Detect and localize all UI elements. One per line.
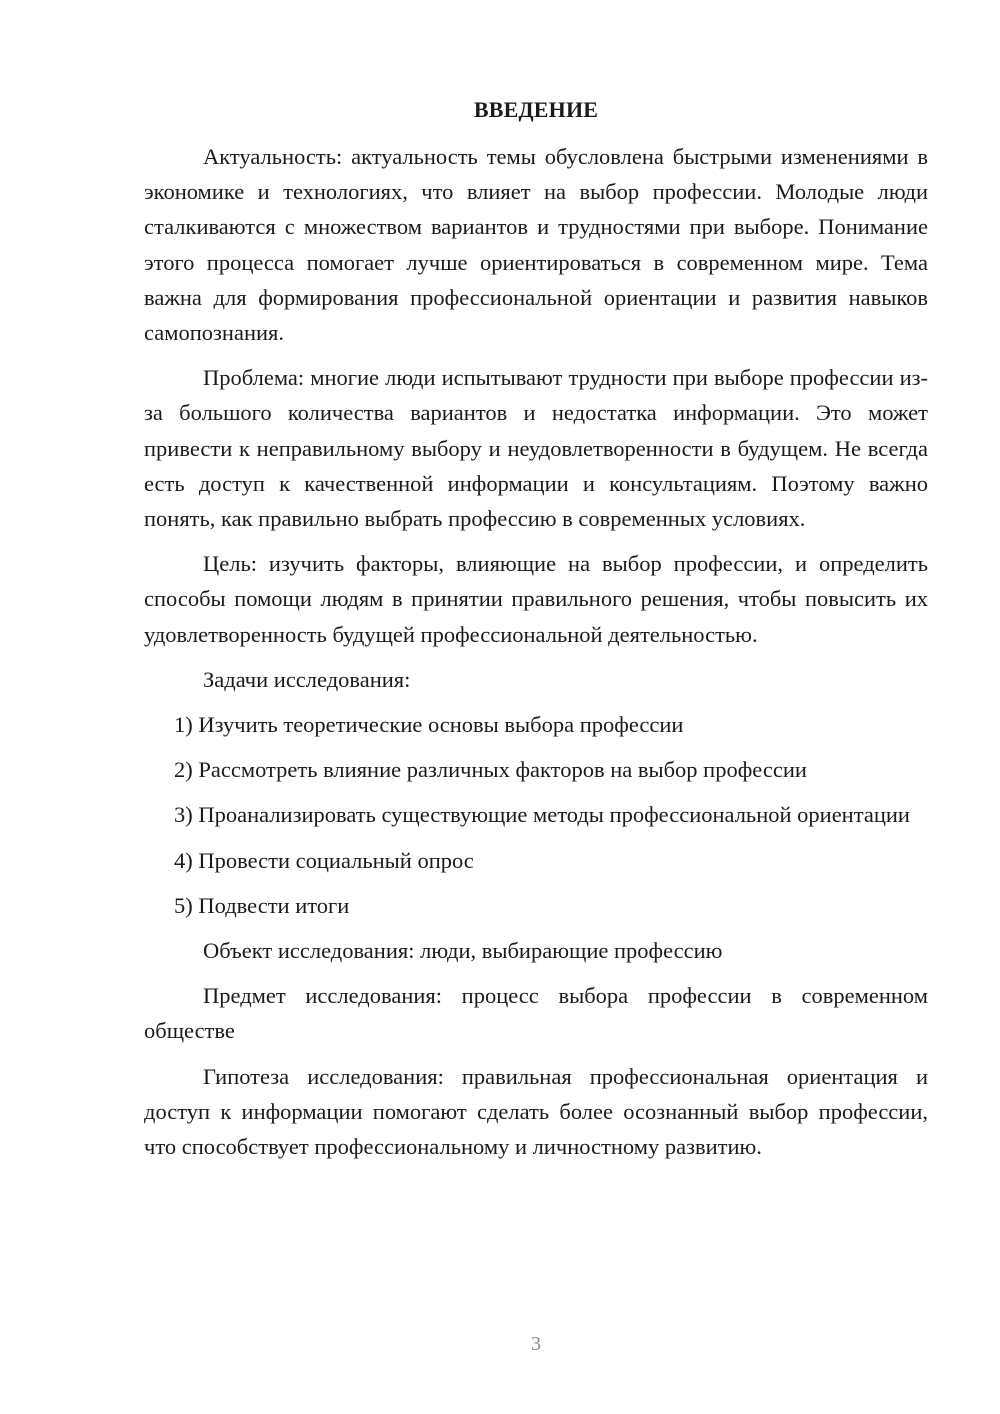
task-item-5: 5) Подвести итоги bbox=[174, 892, 350, 918]
goal-paragraph: Цель: изучить факторы, влияющие на выбор профессии, и определить способы помощи людям в принятии правильного решения, чтобы повысить их удовлетворенность будущей профессиональной деятельностью. bbox=[144, 551, 928, 647]
task-item-4: 4) Провести социальный опрос bbox=[174, 847, 474, 873]
task-item-1: 1) Изучить теоретические основы выбора профессии bbox=[174, 712, 684, 738]
hypothesis-paragraph: Гипотеза исследования: правильная профессиональная ориентация и доступ к информации помогают сделать более осознанный выбор профессии, что способствует профессиональному и личностному развитию. bbox=[144, 1063, 928, 1160]
page-number: 3 bbox=[531, 1333, 541, 1355]
object-paragraph: Объект исследования: люди, выбирающие профессию bbox=[203, 938, 723, 964]
task-item-3: 3) Проанализировать существующие методы профессиональной ориентации bbox=[174, 802, 910, 828]
tasks-heading: Задачи исследования: bbox=[203, 666, 411, 692]
relevance-paragraph: Актуальность: актуальность темы обусловлена быстрыми изменениями в экономике и технологиях, что влияет на выбор профессии. Молодые люди сталкиваются с множеством вариантов и трудностями при выборе. Понимание этого процесса помогает лучше ориентироваться в современном мире. Тема важна для формирования профессиональной ориентации и развития навыков самопознания. bbox=[144, 144, 928, 346]
problem-paragraph: Проблема: многие люди испытывают трудности при выборе профессии из-за большого количества вариантов и недостатка информации. Это может привести к неправильному выбору и неудовлетворенности в будущем. Не всегда есть доступ к качественной информации и консультациям. Поэтому важно понять, как правильно выбрать профессию в современных условиях. bbox=[144, 365, 928, 532]
task-item-2: 2) Рассмотреть влияние различных факторов на выбор профессии bbox=[174, 757, 807, 783]
subject-paragraph: Предмет исследования: процесс выбора профессии в современном обществе bbox=[144, 983, 928, 1044]
page-content bbox=[144, 95, 928, 1164]
section-title: ВВЕДЕНИЕ bbox=[473, 97, 599, 122]
